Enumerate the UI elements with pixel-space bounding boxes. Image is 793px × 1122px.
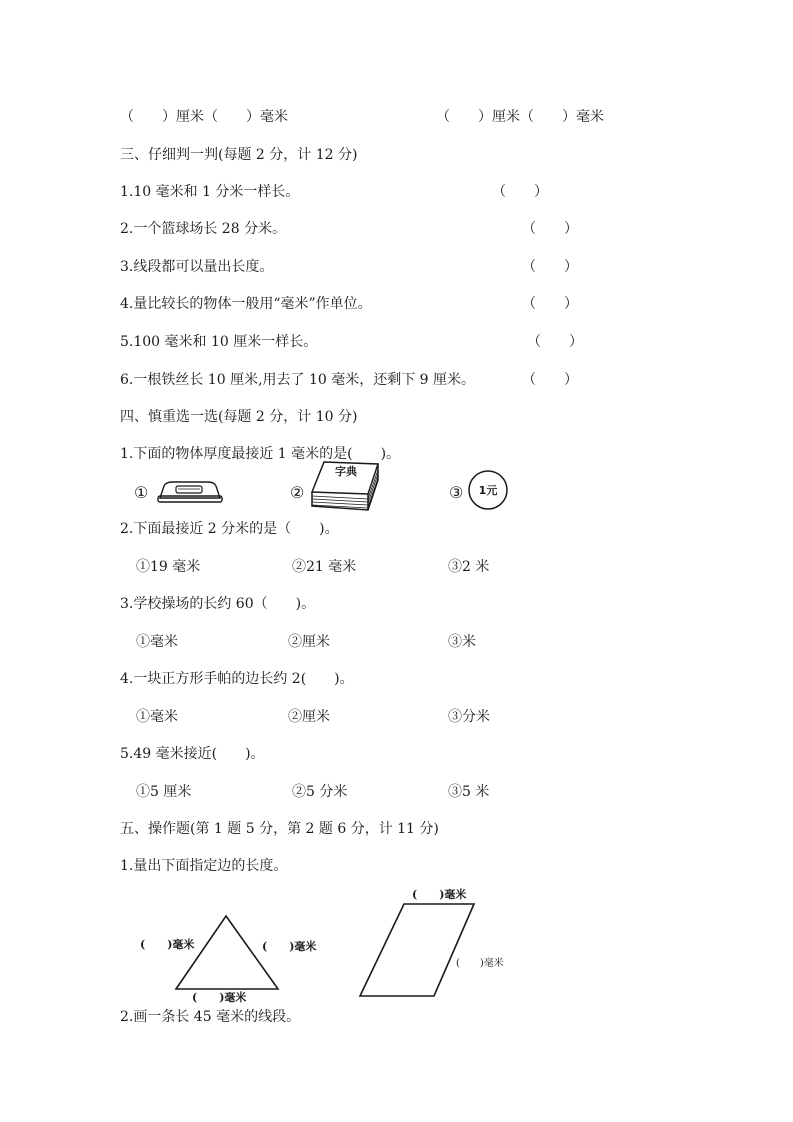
- q3-option-1[interactable]: ①毫米: [136, 634, 178, 650]
- one-yuan-coin-icon: [466, 469, 512, 511]
- judge-item-1: 1.10 毫米和 1 分米一样长。: [120, 184, 300, 200]
- operation-question-1: 1.量出下面指定边的长度。: [120, 858, 288, 874]
- judge-answer-2[interactable]: （ ）: [522, 221, 578, 237]
- eraser-case-icon: [154, 476, 224, 504]
- q5-option-1[interactable]: ①5 厘米: [136, 784, 192, 800]
- q1-option-3[interactable]: ③: [449, 483, 464, 502]
- choice-question-5: 5.49 毫米接近( )。: [120, 746, 265, 762]
- dictionary-book-icon: [306, 458, 384, 516]
- coin-label: 1元: [478, 484, 498, 497]
- choice-question-3: 3.学校操场的长约 60（ )。: [120, 596, 316, 612]
- judge-item-6: 6.一根铁丝长 10 厘米,用去了 10 毫米，还剩下 9 厘米。: [120, 372, 476, 388]
- section5-heading: 五、操作题(第 1 题 5 分，第 2 题 6 分，计 11 分): [120, 821, 439, 837]
- parallelogram-top-side-label[interactable]: ( )毫米: [412, 888, 467, 901]
- q5-option-3[interactable]: ③5 米: [448, 784, 490, 800]
- section3-heading: 三、仔细判一判(每题 2 分，计 12 分): [120, 147, 358, 163]
- q2-option-3[interactable]: ③2 米: [448, 559, 490, 575]
- book-title-label: 字典: [335, 465, 357, 478]
- measure-answer-right: （ ）厘米（ ）毫米: [436, 109, 604, 125]
- parallelogram-figure: [354, 898, 478, 1002]
- judge-answer-4[interactable]: （ ）: [522, 296, 578, 312]
- judge-item-4: 4.量比较长的物体一般用“毫米”作单位。: [120, 296, 372, 312]
- choice-question-2: 2.下面最接近 2 分米的是（ )。: [120, 521, 339, 537]
- judge-item-3: 3.线段都可以量出长度。: [120, 259, 274, 275]
- judge-answer-1[interactable]: （ ）: [492, 184, 548, 200]
- q1-option-1[interactable]: ①: [134, 483, 149, 502]
- q4-option-1[interactable]: ①毫米: [136, 709, 178, 725]
- parallelogram-right-side-label[interactable]: ( )毫米: [456, 958, 504, 969]
- q4-option-2[interactable]: ②厘米: [288, 709, 330, 725]
- judge-answer-5[interactable]: （ ）: [527, 334, 583, 350]
- judge-item-5: 5.100 毫米和 10 厘米一样长。: [120, 334, 318, 350]
- measure-answer-left: （ ）厘米（ ）毫米: [120, 109, 288, 125]
- q5-option-2[interactable]: ②5 分米: [292, 784, 348, 800]
- q1-option-2[interactable]: ②: [290, 483, 305, 502]
- choice-question-4: 4.一块正方形手帕的边长约 2( )。: [120, 671, 354, 687]
- section4-heading: 四、慎重选一选(每题 2 分，计 10 分): [120, 409, 358, 425]
- judge-item-2: 2.一个篮球场长 28 分米。: [120, 221, 287, 237]
- triangle-bottom-side-label[interactable]: ( )毫米: [192, 991, 247, 1004]
- judge-answer-6[interactable]: （ ）: [522, 372, 578, 388]
- operation-question-2: 2.画一条长 45 毫米的线段。: [120, 1009, 301, 1025]
- q3-option-3[interactable]: ③米: [448, 634, 476, 650]
- triangle-left-side-label[interactable]: ( )毫米: [140, 938, 195, 951]
- triangle-right-side-label[interactable]: ( )毫米: [262, 940, 317, 953]
- q2-option-2[interactable]: ②21 毫米: [292, 559, 357, 575]
- q2-option-1[interactable]: ①19 毫米: [136, 559, 201, 575]
- choice-question-1: 1.下面的物体厚度最接近 1 毫米的是( )。: [120, 446, 401, 462]
- judge-answer-3[interactable]: （ ）: [522, 259, 578, 275]
- q3-option-2[interactable]: ②厘米: [288, 634, 330, 650]
- q4-option-3[interactable]: ③分米: [448, 709, 490, 725]
